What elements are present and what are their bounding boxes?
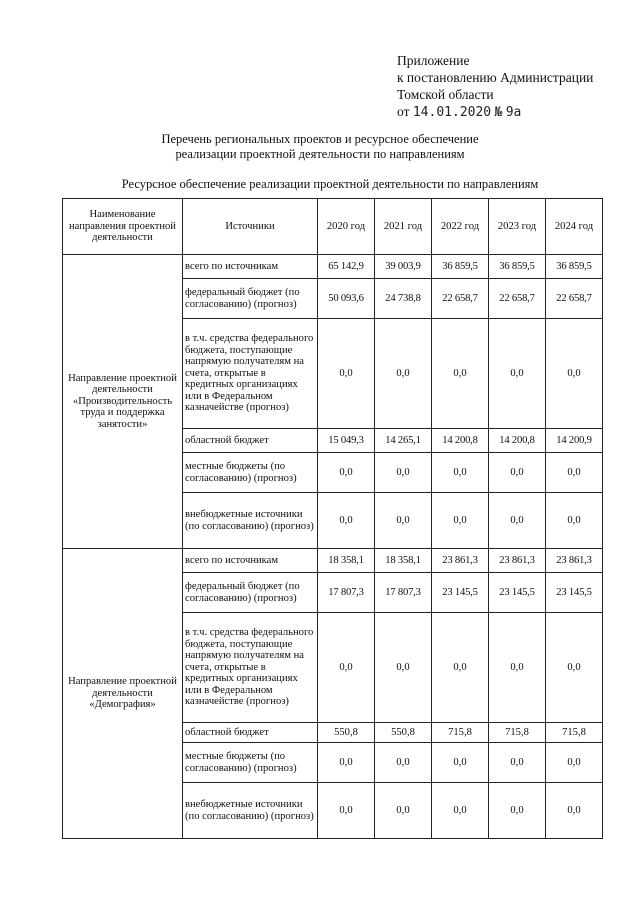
value-cell: 14 200,9	[546, 429, 603, 453]
value-cell: 22 658,7	[489, 279, 546, 319]
header-year-2020: 2020 год	[318, 199, 375, 255]
value-cell: 0,0	[375, 743, 432, 783]
value-cell: 0,0	[489, 783, 546, 839]
value-cell: 550,8	[375, 723, 432, 743]
source-cell: федеральный бюджет (по согласованию) (прогноз)	[183, 279, 318, 319]
number-sign: №	[494, 105, 503, 120]
value-cell: 0,0	[375, 613, 432, 723]
value-cell: 0,0	[318, 613, 375, 723]
table-row	[63, 255, 603, 279]
value-cell: 0,0	[432, 453, 489, 493]
appendix-line-3: Томской области	[397, 87, 494, 102]
source-cell: в т.ч. средства федерального бюджета, поступающие напрямую получателям на счета, открытые в кредитных организациях или в Федеральном казначействе (прогноз)	[183, 319, 318, 429]
value-cell: 0,0	[432, 743, 489, 783]
value-cell: 36 859,5	[489, 255, 546, 279]
table-caption: Ресурсное обеспечение реализации проектной деятельности по направлениям	[121, 177, 539, 191]
value-cell: 0,0	[546, 493, 603, 549]
value-cell: 0,0	[489, 743, 546, 783]
value-cell: 0,0	[318, 453, 375, 493]
appendix-line-1: Приложение	[397, 53, 470, 68]
direction-cell-demography: Направление проектной деятельности «Демография»	[63, 549, 183, 839]
value-cell: 0,0	[432, 613, 489, 723]
value-cell: 0,0	[546, 783, 603, 839]
source-cell: областной бюджет	[183, 723, 318, 743]
value-cell: 715,8	[489, 723, 546, 743]
header-direction: Наименование направления проектной деятельности	[63, 199, 183, 255]
value-cell: 0,0	[489, 613, 546, 723]
value-cell: 0,0	[489, 319, 546, 429]
value-cell: 14 200,8	[489, 429, 546, 453]
value-cell: 17 807,3	[318, 573, 375, 613]
source-cell: федеральный бюджет (по согласованию) (прогноз)	[183, 573, 318, 613]
document-title	[0, 132, 640, 162]
header-year-2021: 2021 год	[375, 199, 432, 255]
title-line-1: Перечень региональных проектов и ресурсное обеспечение	[161, 132, 479, 146]
value-cell: 0,0	[432, 493, 489, 549]
value-cell: 23 861,3	[432, 549, 489, 573]
value-cell: 23 861,3	[489, 549, 546, 573]
resource-table	[62, 198, 603, 839]
value-cell: 23 145,5	[432, 573, 489, 613]
date-prefix: от	[397, 104, 410, 119]
value-cell: 23 145,5	[546, 573, 603, 613]
header-row	[63, 199, 603, 255]
value-cell: 0,0	[375, 319, 432, 429]
header-year-2023: 2023 год	[489, 199, 546, 255]
value-cell: 0,0	[432, 783, 489, 839]
value-cell: 0,0	[375, 453, 432, 493]
table-row	[63, 549, 603, 573]
value-cell: 0,0	[432, 319, 489, 429]
source-cell: в т.ч. средства федерального бюджета, поступающие напрямую получателям на счета, открытые в кредитных организациях или в Федеральном казначействе (прогноз)	[183, 613, 318, 723]
header-year-2024: 2024 год	[546, 199, 603, 255]
source-cell: внебюджетные источники (по согласованию) (прогноз)	[183, 493, 318, 549]
value-cell: 550,8	[318, 723, 375, 743]
value-cell: 0,0	[318, 743, 375, 783]
header-sources: Источники	[183, 199, 318, 255]
value-cell: 0,0	[318, 783, 375, 839]
value-cell: 0,0	[375, 783, 432, 839]
value-cell: 23 145,5	[489, 573, 546, 613]
value-cell: 36 859,5	[546, 255, 603, 279]
value-cell: 18 358,1	[375, 549, 432, 573]
number-value: 9а	[505, 105, 522, 120]
source-cell: местные бюджеты (по согласованию) (прогноз)	[183, 453, 318, 493]
value-cell: 0,0	[489, 493, 546, 549]
direction-cell-productivity: Направление проектной деятельности «Производительность труда и поддержка занятости»	[63, 255, 183, 549]
value-cell: 14 200,8	[432, 429, 489, 453]
value-cell: 0,0	[546, 319, 603, 429]
value-cell: 65 142,9	[318, 255, 375, 279]
value-cell: 715,8	[432, 723, 489, 743]
value-cell: 15 049,3	[318, 429, 375, 453]
value-cell: 23 861,3	[546, 549, 603, 573]
value-cell: 0,0	[546, 743, 603, 783]
value-cell: 24 738,8	[375, 279, 432, 319]
value-cell: 0,0	[318, 493, 375, 549]
value-cell: 39 003,9	[375, 255, 432, 279]
source-cell: внебюджетные источники (по согласованию) (прогноз)	[183, 783, 318, 839]
appendix-line-2: к постановлению Администрации	[397, 70, 594, 85]
value-cell: 18 358,1	[318, 549, 375, 573]
appendix-block	[397, 52, 593, 121]
header-year-2022: 2022 год	[432, 199, 489, 255]
source-cell: местные бюджеты (по согласованию) (прогноз)	[183, 743, 318, 783]
value-cell: 0,0	[546, 453, 603, 493]
source-cell: областной бюджет	[183, 429, 318, 453]
source-cell: всего по источникам	[183, 549, 318, 573]
source-cell: всего по источникам	[183, 255, 318, 279]
value-cell: 0,0	[318, 319, 375, 429]
value-cell: 0,0	[546, 613, 603, 723]
value-cell: 36 859,5	[432, 255, 489, 279]
value-cell: 0,0	[375, 493, 432, 549]
value-cell: 22 658,7	[546, 279, 603, 319]
appendix-date-line	[397, 103, 593, 121]
value-cell: 715,8	[546, 723, 603, 743]
value-cell: 17 807,3	[375, 573, 432, 613]
title-line-2: реализации проектной деятельности по направлениям	[175, 147, 465, 161]
date-value: 14.01.2020	[412, 105, 492, 120]
value-cell: 50 093,6	[318, 279, 375, 319]
value-cell: 22 658,7	[432, 279, 489, 319]
value-cell: 14 265,1	[375, 429, 432, 453]
value-cell: 0,0	[489, 453, 546, 493]
